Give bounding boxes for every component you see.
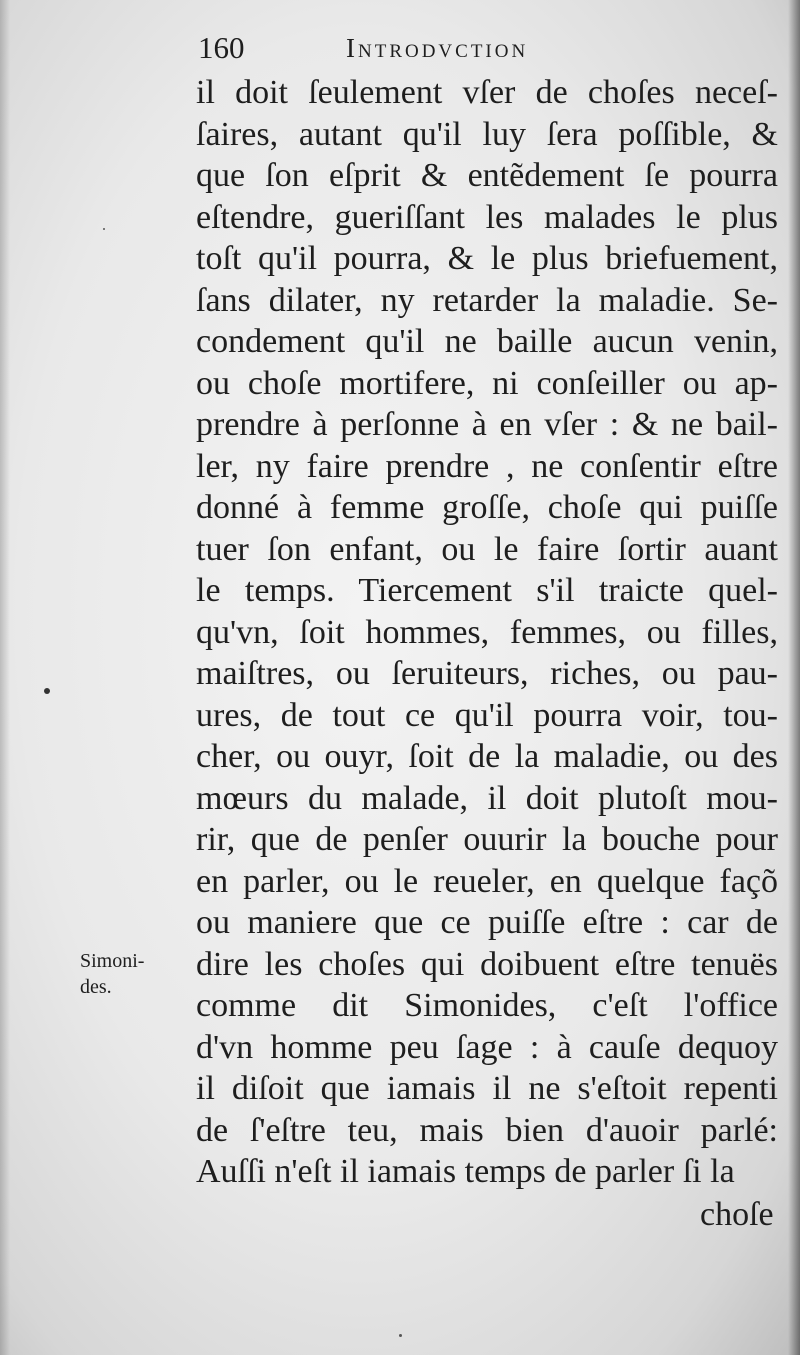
text-line: ures, de tout ce qu'il pourra voir, tou- <box>196 696 778 734</box>
margin-note-line: des. <box>80 976 112 998</box>
text-line: le temps. Tiercement s'il traicte quel- <box>196 572 778 609</box>
text-line: ſaires, autant qu'il luy ſera poſſible, & <box>196 115 778 153</box>
text-line: toſt qu'il pourra, & le plus briefuement, <box>196 240 778 277</box>
text-line: prendre à perſonne à en vſer : & ne bail- <box>196 406 778 443</box>
text-line: ou choſe mortifere, ni conſeiller ou ap- <box>196 364 778 402</box>
text-line: en parler, ou le reueler, en quelque façõ <box>196 862 778 900</box>
text-line: de ſ'eſtre teu, mais bien d'auoir parlé: <box>196 1111 778 1149</box>
body-text <box>196 72 778 1193</box>
text-line: il diſoit que iamais il ne s'eſtoit repenti <box>196 1070 778 1107</box>
text-line: ſans dilater, ny retarder la maladie. Se- <box>196 281 778 319</box>
margin-note <box>80 948 185 1000</box>
text-line: ler, ny faire prendre , ne conſentir eſtre <box>196 447 778 485</box>
text-line: comme dit Simonides, c'eſt l'office <box>196 987 778 1024</box>
text-line: donné à femme groſſe, choſe qui puiſſe <box>196 489 778 526</box>
text-line: dire les choſes qui doibuent eſtre tenuës <box>196 945 778 983</box>
text-line: condement qu'il ne baille aucun venin, <box>196 323 778 360</box>
page-header <box>198 28 758 68</box>
text-line: mœurs du malade, il doit plutoſt mou- <box>196 779 778 817</box>
margin-note-line: Simoni- <box>80 950 145 972</box>
text-line: tuer ſon enfant, ou le faire ſortir auant <box>196 530 778 568</box>
ink-dot <box>44 688 50 694</box>
text-line: eſtendre, gueriſſant les malades le plus <box>196 198 778 236</box>
page-number: 160 <box>198 30 245 65</box>
text-line: rir, que de penſer ouurir la bouche pour <box>196 821 778 858</box>
running-head: Introdvction <box>346 33 529 63</box>
ink-speck <box>399 1334 402 1337</box>
text-line: maiſtres, ou ſeruiteurs, riches, ou pau- <box>196 655 778 692</box>
ink-speck <box>103 228 105 230</box>
text-line: qu'vn, ſoit hommes, femmes, ou filles, <box>196 613 778 651</box>
text-line: il doit ſeulement vſer de choſes neceſ- <box>196 74 778 111</box>
text-line: ou maniere que ce puiſſe eſtre : car de <box>196 904 778 941</box>
page-left-shadow <box>0 0 10 1355</box>
text-line: d'vn homme peu ſage : à cauſe dequoy <box>196 1028 778 1066</box>
text-line: que ſon eſprit & entẽdement ſe pourra <box>196 157 778 194</box>
page-right-shadow <box>788 0 800 1355</box>
text-line: Auſſi n'eſt il iamais temps de parler ſi la <box>196 1153 735 1190</box>
catchword: choſe <box>700 1196 774 1233</box>
text-line: cher, ou ouyr, ſoit de la maladie, ou des <box>196 738 778 775</box>
